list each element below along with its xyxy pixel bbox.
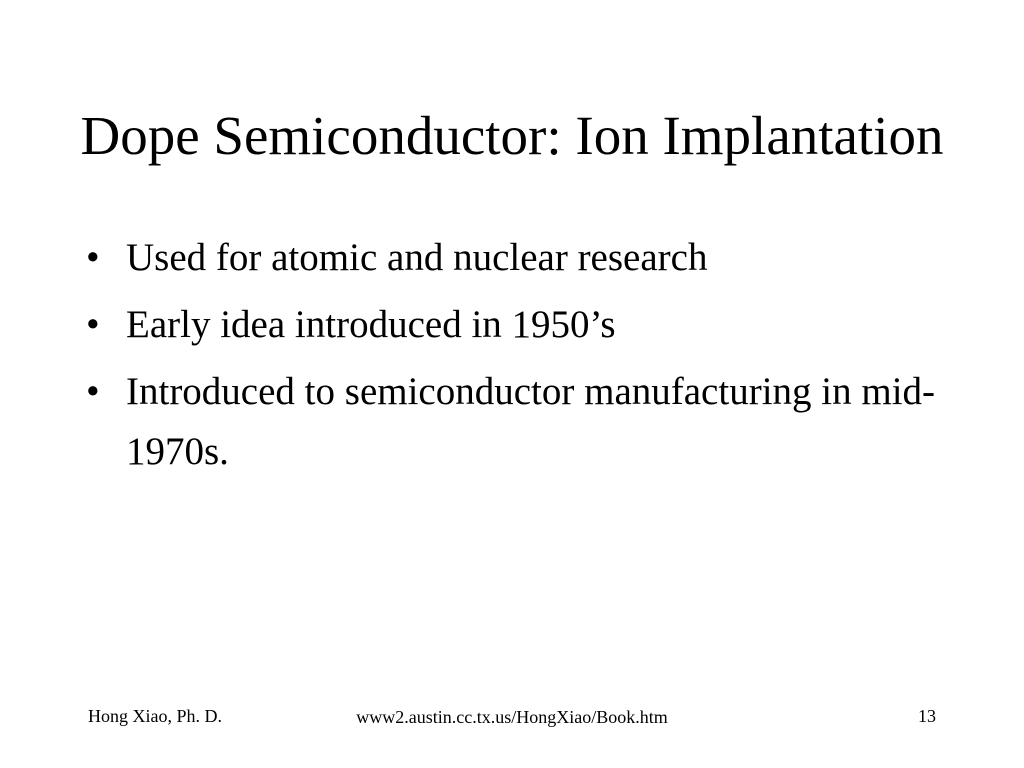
bullet-item: [86, 228, 946, 288]
bullet-item: [86, 362, 946, 482]
bullet-icon: •: [86, 303, 100, 346]
slide-title: Dope Semiconductor: Ion Implantation: [80, 105, 944, 166]
bullet-icon: •: [86, 370, 100, 413]
bullet-list: [86, 228, 946, 489]
bullet-text: Used for atomic and nuclear research: [126, 236, 708, 279]
bullet-item: [86, 295, 946, 355]
bullet-text: Early idea introduced in 1950’s: [126, 303, 616, 346]
footer-page-number: 13: [918, 706, 936, 726]
footer-url: www2.austin.cc.tx.us/HongXiao/Book.htm: [356, 707, 668, 727]
footer-author: Hong Xiao, Ph. D.: [88, 706, 222, 726]
bullet-icon: •: [86, 236, 100, 279]
bullet-text: Introduced to semiconductor manufacturing in mid-1970s.: [126, 370, 936, 473]
